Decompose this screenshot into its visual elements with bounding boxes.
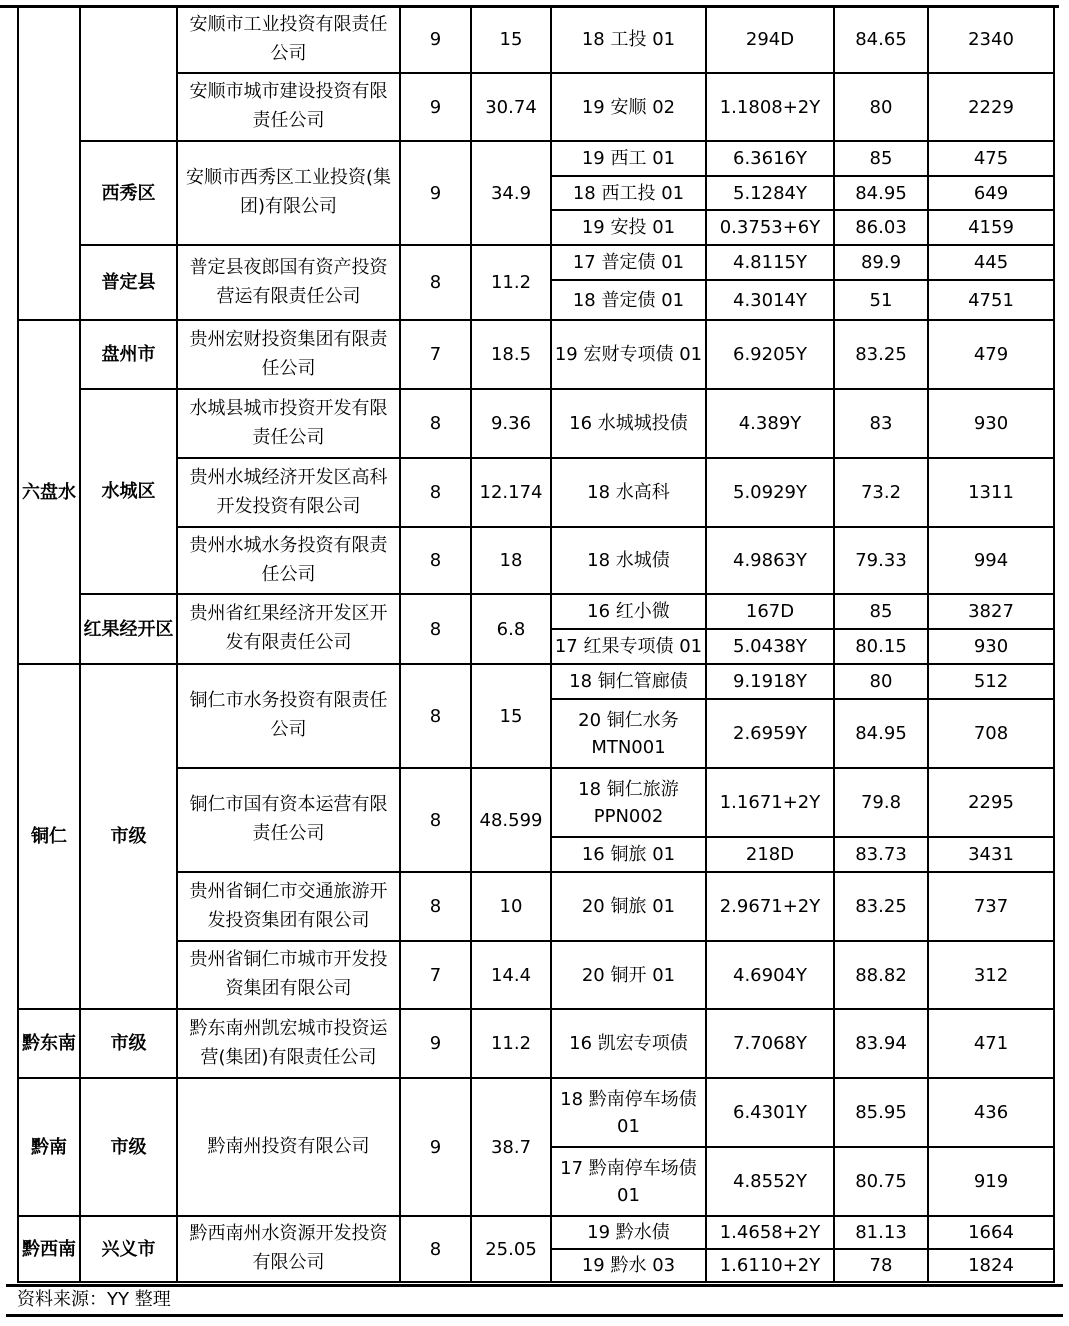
source-note: 资料来源：YY 整理 (17, 1289, 171, 1310)
value-cell: 79.8 (834, 768, 928, 837)
value-cell: 2340 (928, 6, 1054, 73)
value-cell: 9 (400, 1009, 471, 1078)
value-cell: 1824 (928, 1249, 1054, 1282)
bond-name-cell: 19 安顺 02 (551, 73, 706, 141)
value-cell: 8 (400, 1216, 471, 1282)
region-cell: 黔东南 (18, 1009, 80, 1078)
bond-name-cell: 20 铜开 01 (551, 941, 706, 1009)
company-cell: 贵州宏财投资集团有限责任公司 (177, 320, 400, 389)
value-cell: 2229 (928, 73, 1054, 141)
subregion-cell: 兴义市 (80, 1216, 177, 1282)
bond-name-cell: 19 黔水 03 (551, 1249, 706, 1282)
value-cell: 86.03 (834, 210, 928, 245)
value-cell: 5.0438Y (706, 629, 834, 664)
subregion-cell: 盘州市 (80, 320, 177, 389)
table-row (18, 245, 1054, 280)
value-cell: 84.65 (834, 6, 928, 73)
company-cell: 铜仁市水务投资有限责任公司 (177, 664, 400, 768)
value-cell: 4.6904Y (706, 941, 834, 1009)
company-cell: 贵州省铜仁市城市开发投资集团有限公司 (177, 941, 400, 1009)
table-row (18, 320, 1054, 389)
value-cell: 4.9863Y (706, 527, 834, 594)
bond-name-cell: 18 黔南停车场债 01 (551, 1078, 706, 1147)
footer-top-rule (6, 1284, 1063, 1287)
value-cell: 5.1284Y (706, 176, 834, 210)
bond-name-cell: 18 西工投 01 (551, 176, 706, 210)
bond-name-cell: 20 铜旅 01 (551, 872, 706, 941)
value-cell: 8 (400, 245, 471, 320)
value-cell: 2295 (928, 768, 1054, 837)
company-cell: 安顺市西秀区工业投资(集团)有限公司 (177, 141, 400, 245)
bond-name-cell: 19 安投 01 (551, 210, 706, 245)
value-cell: 6.8 (471, 594, 551, 664)
table-row (18, 141, 1054, 176)
value-cell: 479 (928, 320, 1054, 389)
value-cell: 4751 (928, 280, 1054, 320)
value-cell: 8 (400, 664, 471, 768)
value-cell: 79.33 (834, 527, 928, 594)
table-row (18, 1009, 1054, 1078)
value-cell: 78 (834, 1249, 928, 1282)
value-cell: 445 (928, 245, 1054, 280)
value-cell: 436 (928, 1078, 1054, 1147)
company-cell: 普定县夜郎国有资产投资营运有限责任公司 (177, 245, 400, 320)
value-cell: 9.36 (471, 389, 551, 458)
value-cell: 7 (400, 941, 471, 1009)
region-cell: 黔西南 (18, 1216, 80, 1282)
value-cell: 4.8115Y (706, 245, 834, 280)
value-cell: 81.13 (834, 1216, 928, 1249)
region-cell: 六盘水 (18, 320, 80, 664)
subregion-cell (80, 6, 177, 141)
value-cell: 85 (834, 141, 928, 176)
value-cell: 471 (928, 1009, 1054, 1078)
bond-name-cell: 17 红果专项债 01 (551, 629, 706, 664)
value-cell: 80.15 (834, 629, 928, 664)
value-cell: 34.9 (471, 141, 551, 245)
bond-name-cell: 18 水城债 (551, 527, 706, 594)
value-cell: 88.82 (834, 941, 928, 1009)
table-row (18, 1078, 1054, 1147)
value-cell: 51 (834, 280, 928, 320)
value-cell: 2.6959Y (706, 699, 834, 768)
bond-name-cell: 17 普定债 01 (551, 245, 706, 280)
value-cell: 0.3753+6Y (706, 210, 834, 245)
value-cell: 649 (928, 176, 1054, 210)
value-cell: 85 (834, 594, 928, 629)
value-cell: 8 (400, 527, 471, 594)
value-cell: 8 (400, 594, 471, 664)
value-cell: 930 (928, 389, 1054, 458)
company-cell: 贵州水城水务投资有限责任公司 (177, 527, 400, 594)
subregion-cell: 红果经开区 (80, 594, 177, 664)
value-cell: 30.74 (471, 73, 551, 141)
region-cell (18, 6, 80, 320)
value-cell: 512 (928, 664, 1054, 699)
region-cell: 黔南 (18, 1078, 80, 1216)
value-cell: 8 (400, 768, 471, 872)
value-cell: 11.2 (471, 245, 551, 320)
subregion-cell: 市级 (80, 664, 177, 1009)
bond-name-cell: 18 铜仁管廊债 (551, 664, 706, 699)
subregion-cell: 西秀区 (80, 141, 177, 245)
value-cell: 6.9205Y (706, 320, 834, 389)
value-cell: 9 (400, 141, 471, 245)
value-cell: 1.6110+2Y (706, 1249, 834, 1282)
value-cell: 6.4301Y (706, 1078, 834, 1147)
bond-name-cell: 18 普定债 01 (551, 280, 706, 320)
footer-bottom-rule (6, 1314, 1063, 1317)
value-cell: 48.599 (471, 768, 551, 872)
bond-name-cell: 18 工投 01 (551, 6, 706, 73)
value-cell: 1664 (928, 1216, 1054, 1249)
bond-table-body (18, 6, 1054, 1282)
value-cell: 312 (928, 941, 1054, 1009)
bond-name-cell: 19 西工 01 (551, 141, 706, 176)
table-row (18, 664, 1054, 699)
subregion-cell: 水城区 (80, 389, 177, 594)
value-cell: 15 (471, 6, 551, 73)
value-cell: 475 (928, 141, 1054, 176)
value-cell: 83 (834, 389, 928, 458)
value-cell: 10 (471, 872, 551, 941)
company-cell: 水城县城市投资开发有限责任公司 (177, 389, 400, 458)
value-cell: 4159 (928, 210, 1054, 245)
value-cell: 83.25 (834, 872, 928, 941)
subregion-cell: 市级 (80, 1009, 177, 1078)
value-cell: 3827 (928, 594, 1054, 629)
value-cell: 6.3616Y (706, 141, 834, 176)
value-cell: 11.2 (471, 1009, 551, 1078)
company-cell: 贵州省红果经济开发区开发有限责任公司 (177, 594, 400, 664)
value-cell: 84.95 (834, 176, 928, 210)
bond-name-cell: 20 铜仁水务 MTN001 (551, 699, 706, 768)
bond-name-cell: 16 水城城投债 (551, 389, 706, 458)
bond-name-cell: 18 铜仁旅游 PPN002 (551, 768, 706, 837)
bond-name-cell: 18 水高科 (551, 458, 706, 527)
value-cell: 708 (928, 699, 1054, 768)
value-cell: 85.95 (834, 1078, 928, 1147)
company-cell: 贵州水城经济开发区高科开发投资有限公司 (177, 458, 400, 527)
company-cell: 铜仁市国有资本运营有限责任公司 (177, 768, 400, 872)
company-cell: 黔西南州水资源开发投资有限公司 (177, 1216, 400, 1282)
value-cell: 4.389Y (706, 389, 834, 458)
value-cell: 12.174 (471, 458, 551, 527)
value-cell: 15 (471, 664, 551, 768)
table-row (18, 6, 1054, 73)
value-cell: 930 (928, 629, 1054, 664)
bond-name-cell: 16 凯宏专项债 (551, 1009, 706, 1078)
value-cell: 80 (834, 664, 928, 699)
value-cell: 9.1918Y (706, 664, 834, 699)
value-cell: 89.9 (834, 245, 928, 280)
bond-name-cell: 19 黔水债 (551, 1216, 706, 1249)
value-cell: 14.4 (471, 941, 551, 1009)
company-cell: 贵州省铜仁市交通旅游开发投资集团有限公司 (177, 872, 400, 941)
value-cell: 167D (706, 594, 834, 629)
value-cell: 18.5 (471, 320, 551, 389)
bond-name-cell: 16 铜旅 01 (551, 837, 706, 872)
value-cell: 83.73 (834, 837, 928, 872)
value-cell: 83.94 (834, 1009, 928, 1078)
value-cell: 9 (400, 73, 471, 141)
value-cell: 919 (928, 1147, 1054, 1216)
region-cell: 铜仁 (18, 664, 80, 1009)
value-cell: 80 (834, 73, 928, 141)
value-cell: 1.1808+2Y (706, 73, 834, 141)
bond-name-cell: 19 宏财专项债 01 (551, 320, 706, 389)
value-cell: 83.25 (834, 320, 928, 389)
value-cell: 1.1671+2Y (706, 768, 834, 837)
bond-table (17, 5, 1055, 1283)
value-cell: 737 (928, 872, 1054, 941)
value-cell: 1311 (928, 458, 1054, 527)
value-cell: 3431 (928, 837, 1054, 872)
bond-name-cell: 16 红小微 (551, 594, 706, 629)
table-row (18, 389, 1054, 458)
value-cell: 1.4658+2Y (706, 1216, 834, 1249)
value-cell: 38.7 (471, 1078, 551, 1216)
value-cell: 294D (706, 6, 834, 73)
subregion-cell: 市级 (80, 1078, 177, 1216)
company-cell: 黔南州投资有限公司 (177, 1078, 400, 1216)
value-cell: 25.05 (471, 1216, 551, 1282)
value-cell: 8 (400, 458, 471, 527)
table-row (18, 1216, 1054, 1249)
value-cell: 80.75 (834, 1147, 928, 1216)
value-cell: 218D (706, 837, 834, 872)
value-cell: 2.9671+2Y (706, 872, 834, 941)
value-cell: 994 (928, 527, 1054, 594)
value-cell: 9 (400, 6, 471, 73)
company-cell: 安顺市城市建设投资有限责任公司 (177, 73, 400, 141)
value-cell: 18 (471, 527, 551, 594)
company-cell: 安顺市工业投资有限责任公司 (177, 6, 400, 73)
value-cell: 9 (400, 1078, 471, 1216)
value-cell: 8 (400, 872, 471, 941)
company-cell: 黔东南州凯宏城市投资运营(集团)有限责任公司 (177, 1009, 400, 1078)
bond-name-cell: 17 黔南停车场债 01 (551, 1147, 706, 1216)
table-row (18, 594, 1054, 629)
subregion-cell: 普定县 (80, 245, 177, 320)
value-cell: 7 (400, 320, 471, 389)
value-cell: 8 (400, 389, 471, 458)
value-cell: 7.7068Y (706, 1009, 834, 1078)
value-cell: 84.95 (834, 699, 928, 768)
value-cell: 5.0929Y (706, 458, 834, 527)
value-cell: 73.2 (834, 458, 928, 527)
value-cell: 4.8552Y (706, 1147, 834, 1216)
value-cell: 4.3014Y (706, 280, 834, 320)
